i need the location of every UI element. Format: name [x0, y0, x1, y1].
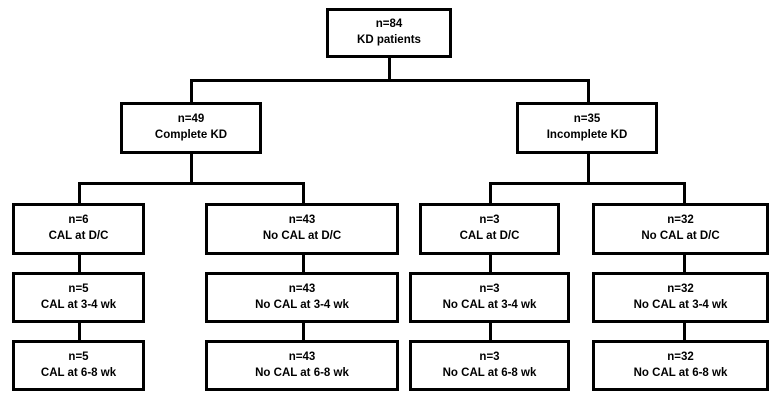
node-complete-cal-dc — [12, 203, 145, 255]
node-incomplete-cal-dc-count: n=3 — [479, 214, 500, 227]
node-complete-cal-dc-label: CAL at D/C — [48, 230, 109, 242]
node-root-label: KD patients — [357, 34, 421, 46]
connector-incomplete-bus — [489, 182, 686, 185]
node-complete-nocal-3-4wk — [205, 272, 399, 323]
connector-complete-stem — [190, 154, 193, 182]
node-incomplete-nocal-3-4wk-a-label: No CAL at 3-4 wk — [442, 298, 537, 311]
node-complete-nocal-6-8wk-count: n=43 — [288, 350, 316, 363]
connector-c-nocal-34-down — [302, 323, 305, 340]
node-incomplete-nocal-3-4wk-a-count: n=3 — [479, 282, 500, 295]
node-incomplete-nocal-dc-label: No CAL at D/C — [641, 230, 720, 242]
connector-c-cal-34-down — [78, 323, 81, 340]
node-complete-cal-3-4wk-label: CAL at 3-4 wk — [40, 298, 117, 311]
node-incomplete-kd — [516, 102, 658, 154]
node-incomplete-kd-count: n=35 — [573, 113, 601, 126]
node-incomplete-nocal-3-4wk-b-label: No CAL at 3-4 wk — [633, 298, 728, 311]
node-complete-nocal-3-4wk-label: No CAL at 3-4 wk — [255, 298, 349, 311]
node-complete-cal-6-8wk-count: n=5 — [68, 350, 89, 363]
connector-complete-right-down — [302, 182, 305, 203]
node-complete-cal-3-4wk — [12, 272, 145, 323]
connector-level1-bus — [190, 79, 590, 82]
node-complete-cal-6-8wk — [12, 340, 145, 391]
node-incomplete-nocal-6-8wk-b — [592, 340, 769, 391]
node-complete-nocal-dc-count: n=43 — [288, 214, 316, 227]
connector-c-cal-dc-down — [78, 255, 81, 272]
connector-i-nocal-dc-down — [683, 255, 686, 272]
node-incomplete-nocal-6-8wk-a-label: No CAL at 6-8 wk — [442, 366, 537, 379]
connector-incomplete-stem — [587, 154, 590, 182]
node-incomplete-cal-dc-label: CAL at D/C — [459, 230, 520, 242]
connector-incomplete-down — [587, 79, 590, 102]
connector-complete-bus — [78, 182, 305, 185]
connector-i-nocal34a-down — [489, 323, 492, 340]
connector-c-nocal-dc-down — [302, 255, 305, 272]
node-incomplete-nocal-3-4wk-b — [592, 272, 769, 323]
node-incomplete-kd-label: Incomplete KD — [546, 129, 628, 141]
node-complete-cal-dc-count: n=6 — [68, 214, 89, 227]
connector-incomplete-right-down — [683, 182, 686, 203]
node-complete-cal-3-4wk-count: n=5 — [68, 282, 89, 295]
connector-incomplete-left-down — [489, 182, 492, 203]
node-incomplete-nocal-6-8wk-b-count: n=32 — [667, 350, 694, 363]
node-complete-nocal-dc — [205, 203, 399, 255]
node-incomplete-nocal-3-4wk-b-count: n=32 — [667, 282, 694, 295]
connector-complete-down — [190, 79, 193, 102]
node-root — [326, 8, 452, 58]
connector-i-nocal34b-down — [683, 323, 686, 340]
connector-i-cal-dc-down — [489, 255, 492, 272]
node-incomplete-nocal-6-8wk-a-count: n=3 — [479, 350, 500, 363]
node-incomplete-nocal-dc — [592, 203, 769, 255]
node-complete-kd-count: n=49 — [177, 113, 205, 126]
node-root-count: n=84 — [375, 18, 403, 31]
node-incomplete-nocal-dc-count: n=32 — [667, 214, 694, 227]
connector-complete-left-down — [78, 182, 81, 203]
node-complete-kd — [120, 102, 262, 154]
node-complete-nocal-dc-label: No CAL at D/C — [262, 230, 342, 242]
node-complete-nocal-3-4wk-count: n=43 — [288, 282, 316, 295]
node-complete-nocal-6-8wk-label: No CAL at 6-8 wk — [255, 366, 349, 379]
node-incomplete-nocal-6-8wk-b-label: No CAL at 6-8 wk — [633, 366, 728, 379]
node-complete-nocal-6-8wk — [205, 340, 399, 391]
node-incomplete-nocal-6-8wk-a — [409, 340, 570, 391]
node-complete-kd-label: Complete KD — [154, 129, 228, 141]
node-complete-cal-6-8wk-label: CAL at 6-8 wk — [40, 366, 117, 379]
node-incomplete-cal-dc — [419, 203, 560, 255]
node-incomplete-nocal-3-4wk-a — [409, 272, 570, 323]
